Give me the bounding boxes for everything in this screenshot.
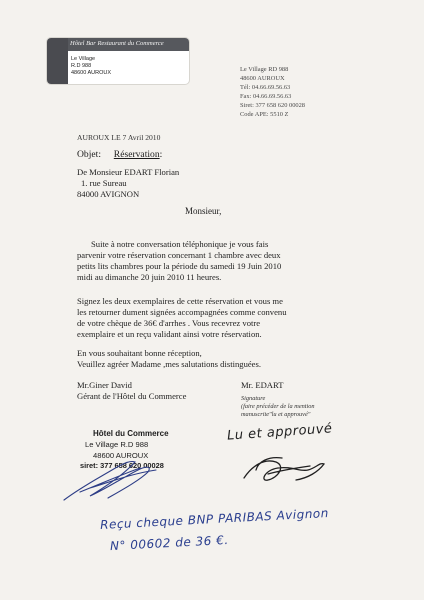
subject-suffix: : <box>159 149 163 160</box>
contact-siret: Siret: 377 658 620 00028 <box>240 102 305 109</box>
stamp-address: Le Village R.D 988 <box>85 440 149 449</box>
subject-line <box>77 149 162 160</box>
stamp-hotel-name: Hôtel du Commerce <box>93 429 169 438</box>
closing-line-1: En vous souhaitant bonne réception, <box>77 348 202 358</box>
letterhead-address-line-3: 48600 AUROUX <box>71 70 112 76</box>
manager-signature <box>60 448 170 508</box>
manager-name: Mr.Giner David <box>77 380 132 390</box>
stamp-postcode: 48600 AUROUX <box>93 451 149 460</box>
letterhead-name: Hôtel Bar Restaurant du Commerce <box>70 40 164 47</box>
handwritten-approval: Lu et approuvé <box>226 421 333 444</box>
client-signature-label: Signature <box>241 395 266 402</box>
subject-label: Objet: <box>77 149 101 160</box>
letterhead-address-line-1: Le Village <box>71 56 96 62</box>
contact-phone: Tél: 04.66.69.56.63 <box>240 84 291 91</box>
date-line: AUROUX LE 7 Avril 2010 <box>77 133 161 142</box>
contact-postcode: 48600 AUROUX <box>240 75 285 82</box>
paragraph-2-line-4: exemplaire et un reçu validant ainsi votre réservation. <box>77 329 262 339</box>
manager-title: Gérant de l'Hôtel du Commerce <box>77 391 187 401</box>
contact-ape: Code APE: 5510 Z <box>240 111 289 118</box>
handwritten-receipt-note: Reçu cheque BNP PARIBAS Avignon <box>99 506 330 532</box>
paragraph-1-line-1: Suite à notre conversation téléphonique je vous fais <box>91 239 269 249</box>
client-signature <box>238 448 333 488</box>
client-signature-note-2: manuscrite"lu et approuvé" <box>241 411 311 418</box>
client-name: Mr. EDART <box>241 380 284 390</box>
paragraph-2-line-1: Signez les deux exemplaires de cette réservation et vous me <box>77 296 283 306</box>
paragraph-2-line-2: les retourner dument signées accompagnées comme convenu <box>77 307 287 317</box>
paragraph-1-line-4: midi au dimanche 20 juin 2010 11 heures. <box>77 272 222 282</box>
stamp-siret: siret: 377 658 620 00028 <box>80 461 164 470</box>
paragraph-1-line-2: parvenir votre réservation concernant 1 chambre avec deux <box>77 250 281 260</box>
handwritten-cheque-number: N° 00602 de 36 €. <box>109 532 229 554</box>
closing-line-2: Veuillez agréer Madame ,mes salutations distinguées. <box>77 359 261 369</box>
client-signature-note-1: (faire précéder de la mention <box>241 403 315 410</box>
letterhead-dark-panel <box>47 38 68 84</box>
letterhead-address-line-2: R.D 988 <box>71 63 92 69</box>
paragraph-1-line-3: petits lits chambres pour la période du samedi 19 Juin 2010 <box>77 261 282 271</box>
paragraph-2-line-3: de votre chèque de 36€ d'arrhes . Vous recevrez votre <box>77 318 261 328</box>
salutation: Monsieur, <box>185 206 222 216</box>
contact-address: Le Village RD 988 <box>240 66 289 73</box>
subject-value: Réservation <box>113 149 160 160</box>
recipient-name: De Monsieur EDART Florian <box>77 167 180 177</box>
recipient-street: 1. rue Sureau <box>81 178 127 188</box>
contact-fax: Fax: 04.66.69.56.63 <box>240 93 292 100</box>
recipient-city: 84000 AVIGNON <box>77 189 140 199</box>
